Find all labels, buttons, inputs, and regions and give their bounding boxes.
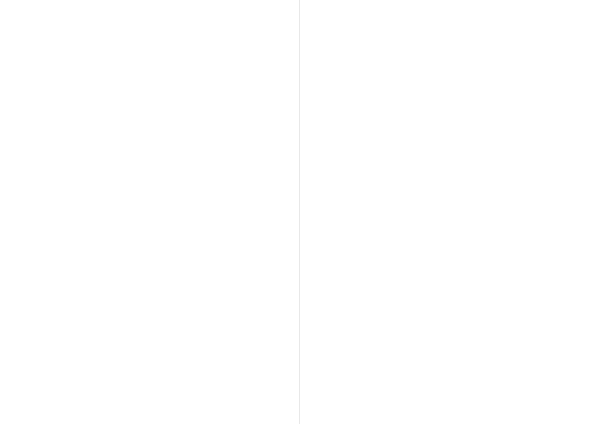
right-page-body (326, 20, 572, 386)
left-page-number (0, 399, 300, 408)
right-page (300, 0, 600, 424)
left-page-body (29, 20, 275, 386)
left-running-head (0, 9, 300, 17)
right-running-head (300, 9, 600, 17)
right-page-number (300, 399, 600, 408)
